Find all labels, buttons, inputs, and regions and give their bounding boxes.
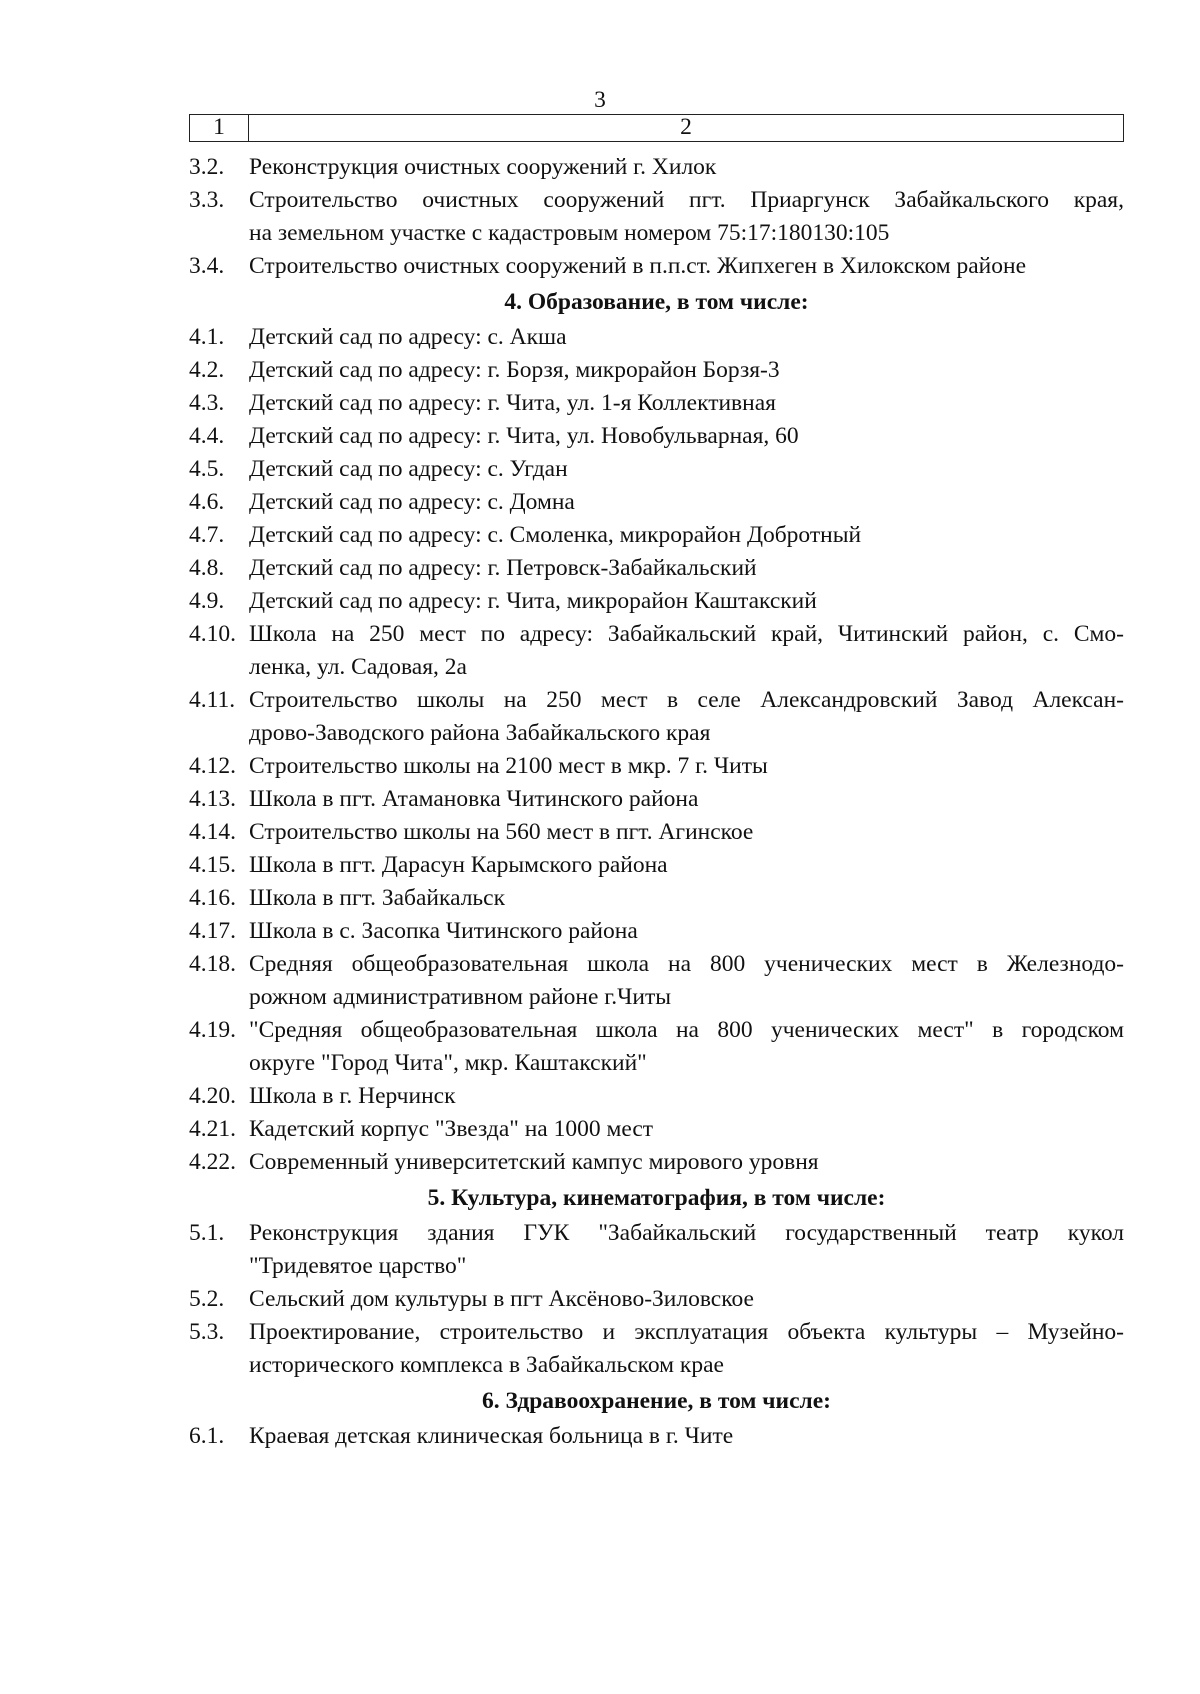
item-number: 4.20.	[189, 1083, 236, 1109]
item-number: 3.2.	[189, 154, 225, 180]
page-number: 3	[594, 87, 606, 113]
list-item	[0, 552, 1200, 585]
item-text	[249, 915, 1124, 948]
item-number: 4.3.	[189, 390, 225, 416]
item-text-line: Средняя общеобразовательная школа на 800 ученических мест в Железнодо-	[249, 951, 1124, 977]
list-item	[0, 1080, 1200, 1113]
item-text-line: исторического комплекса в Забайкальском крае	[249, 1352, 724, 1378]
item-number: 4.8.	[189, 555, 225, 581]
item-text	[249, 184, 1124, 250]
item-text	[249, 684, 1124, 750]
item-text-line: Строительство школы на 2100 мест в мкр. 7 г. Читы	[249, 753, 768, 779]
item-text	[249, 354, 1124, 387]
item-text	[249, 1283, 1124, 1316]
item-text-line: Детский сад по адресу: г. Чита, ул. 1-я Коллективная	[249, 390, 776, 416]
item-text-line: Реконструкция очистных сооружений г. Хилок	[249, 154, 717, 180]
list-item	[0, 453, 1200, 486]
list-item	[0, 948, 1200, 1014]
item-number: 4.22.	[189, 1149, 236, 1175]
item-text-line: Школа в пгт. Дарасун Карымского района	[249, 852, 668, 878]
item-text-line: "Тридевятое царство"	[249, 1253, 467, 1279]
item-text-line: "Средняя общеобразовательная школа на 800 ученических мест" в городском	[249, 1017, 1124, 1043]
item-text-line: Детский сад по адресу: с. Акша	[249, 324, 567, 350]
item-number: 4.1.	[189, 324, 225, 350]
item-number: 4.9.	[189, 588, 225, 614]
item-text	[249, 552, 1124, 585]
item-text	[249, 1113, 1124, 1146]
item-text	[249, 151, 1124, 184]
table-header	[189, 114, 1124, 142]
item-text	[249, 1014, 1124, 1080]
list-item	[0, 750, 1200, 783]
table-header-col2: 2	[680, 114, 692, 140]
item-text-line: Краевая детская клиническая больница в г. Чите	[249, 1423, 734, 1449]
list-item	[0, 1113, 1200, 1146]
item-number: 4.18.	[189, 951, 236, 977]
item-number: 6.1.	[189, 1423, 225, 1449]
item-text	[249, 948, 1124, 1014]
list-item	[0, 849, 1200, 882]
item-number: 4.16.	[189, 885, 236, 911]
item-number: 4.6.	[189, 489, 225, 515]
item-number: 4.4.	[189, 423, 225, 449]
list-item	[0, 387, 1200, 420]
item-text-line: Проектирование, строительство и эксплуатация объекта культуры – Музейно-	[249, 1319, 1124, 1345]
list-item	[0, 151, 1200, 184]
item-number: 4.14.	[189, 819, 236, 845]
list-item	[0, 250, 1200, 283]
item-text	[249, 420, 1124, 453]
item-text	[249, 387, 1124, 420]
list-item	[0, 1283, 1200, 1316]
list-item	[0, 1420, 1200, 1453]
item-number: 4.17.	[189, 918, 236, 944]
list-item	[0, 420, 1200, 453]
list-item	[0, 585, 1200, 618]
list-item	[0, 618, 1200, 684]
item-number: 5.3.	[189, 1319, 225, 1345]
list-item	[0, 783, 1200, 816]
list-item	[0, 321, 1200, 354]
item-text-line: Реконструкция здания ГУК "Забайкальский государственный театр кукол	[249, 1220, 1124, 1246]
item-text	[249, 1316, 1124, 1382]
list-item	[0, 915, 1200, 948]
item-text-line: Строительство школы на 250 мест в селе Александровский Завод Алексан-	[249, 687, 1124, 713]
item-text	[249, 618, 1124, 684]
item-text	[249, 453, 1124, 486]
item-text	[249, 816, 1124, 849]
item-text-line: округе "Город Чита", мкр. Каштакский"	[249, 1050, 647, 1076]
item-number: 4.21.	[189, 1116, 236, 1142]
item-text	[249, 849, 1124, 882]
item-text-line: Детский сад по адресу: с. Угдан	[249, 456, 568, 482]
item-text-line: Детский сад по адресу: г. Чита, ул. Новобульварная, 60	[249, 423, 799, 449]
list-item	[0, 1217, 1200, 1283]
document-content	[0, 151, 1200, 1453]
item-text	[249, 1146, 1124, 1179]
item-text-line: Школа в пгт. Забайкальск	[249, 885, 505, 911]
item-text-line: Детский сад по адресу: г. Борзя, микрорайон Борзя-3	[249, 357, 780, 383]
section-heading: 4. Образование, в том числе:	[504, 289, 809, 315]
section-heading: 6. Здравоохранение, в том числе:	[482, 1388, 831, 1414]
item-number: 4.2.	[189, 357, 225, 383]
list-item	[0, 354, 1200, 387]
item-number: 4.12.	[189, 753, 236, 779]
list-item	[0, 882, 1200, 915]
item-text-line: дрово-Заводского района Забайкальского края	[249, 720, 711, 746]
item-text	[249, 1217, 1124, 1283]
item-number: 4.19.	[189, 1017, 236, 1043]
list-item	[0, 684, 1200, 750]
list-item	[0, 816, 1200, 849]
item-text	[249, 1420, 1124, 1453]
list-item	[0, 519, 1200, 552]
item-number: 5.1.	[189, 1220, 225, 1246]
list-item	[0, 1316, 1200, 1382]
list-item	[0, 1014, 1200, 1080]
item-text-line: Детский сад по адресу: с. Домна	[249, 489, 575, 515]
section-heading: 5. Культура, кинематография, в том числе:	[427, 1185, 886, 1211]
item-text	[249, 250, 1124, 283]
item-text	[249, 750, 1124, 783]
item-text-line: Строительство очистных сооружений в п.п.ст. Жипхеген в Хилокском районе	[249, 253, 1027, 279]
item-text-line: Современный университетский кампус мирового уровня	[249, 1149, 819, 1175]
item-text-line: рожном административном районе г.Читы	[249, 984, 672, 1010]
item-text-line: Школа в пгт. Атамановка Читинского района	[249, 786, 699, 812]
item-text	[249, 783, 1124, 816]
item-text-line: Строительство очистных сооружений пгт. Приаргунск Забайкальского края,	[249, 187, 1124, 213]
item-text-line: Школа в с. Засопка Читинского района	[249, 918, 638, 944]
item-text-line: ленка, ул. Садовая, 2а	[249, 654, 467, 680]
item-text-line: Сельский дом культуры в пгт Аксёново-Зиловское	[249, 1286, 754, 1312]
item-number: 4.13.	[189, 786, 236, 812]
item-text	[249, 321, 1124, 354]
item-text-line: Детский сад по адресу: с. Смоленка, микрорайон Добротный	[249, 522, 862, 548]
item-number: 4.7.	[189, 522, 225, 548]
item-text	[249, 585, 1124, 618]
list-item	[0, 486, 1200, 519]
item-number: 4.5.	[189, 456, 225, 482]
list-item	[0, 184, 1200, 250]
item-number: 3.4.	[189, 253, 225, 279]
item-text-line: Школа в г. Нерчинск	[249, 1083, 456, 1109]
item-text-line: на земельном участке с кадастровым номером 75:17:180130:105	[249, 220, 890, 246]
item-number: 3.3.	[189, 187, 225, 213]
item-number: 5.2.	[189, 1286, 225, 1312]
item-text	[249, 882, 1124, 915]
item-text	[249, 1080, 1124, 1113]
item-text-line: Детский сад по адресу: г. Петровск-Забайкальский	[249, 555, 757, 581]
table-header-col1: 1	[190, 115, 249, 141]
item-text-line: Детский сад по адресу: г. Чита, микрорайон Каштакский	[249, 588, 817, 614]
item-text	[249, 519, 1124, 552]
item-text-line: Кадетский корпус "Звезда" на 1000 мест	[249, 1116, 654, 1142]
item-number: 4.15.	[189, 852, 236, 878]
item-number: 4.10.	[189, 621, 236, 647]
item-number: 4.11.	[189, 687, 236, 713]
item-text-line: Строительство школы на 560 мест в пгт. Агинское	[249, 819, 754, 845]
item-text	[249, 486, 1124, 519]
list-item	[0, 1146, 1200, 1179]
item-text-line: Школа на 250 мест по адресу: Забайкальский край, Читинский район, с. Смо-	[249, 621, 1124, 647]
